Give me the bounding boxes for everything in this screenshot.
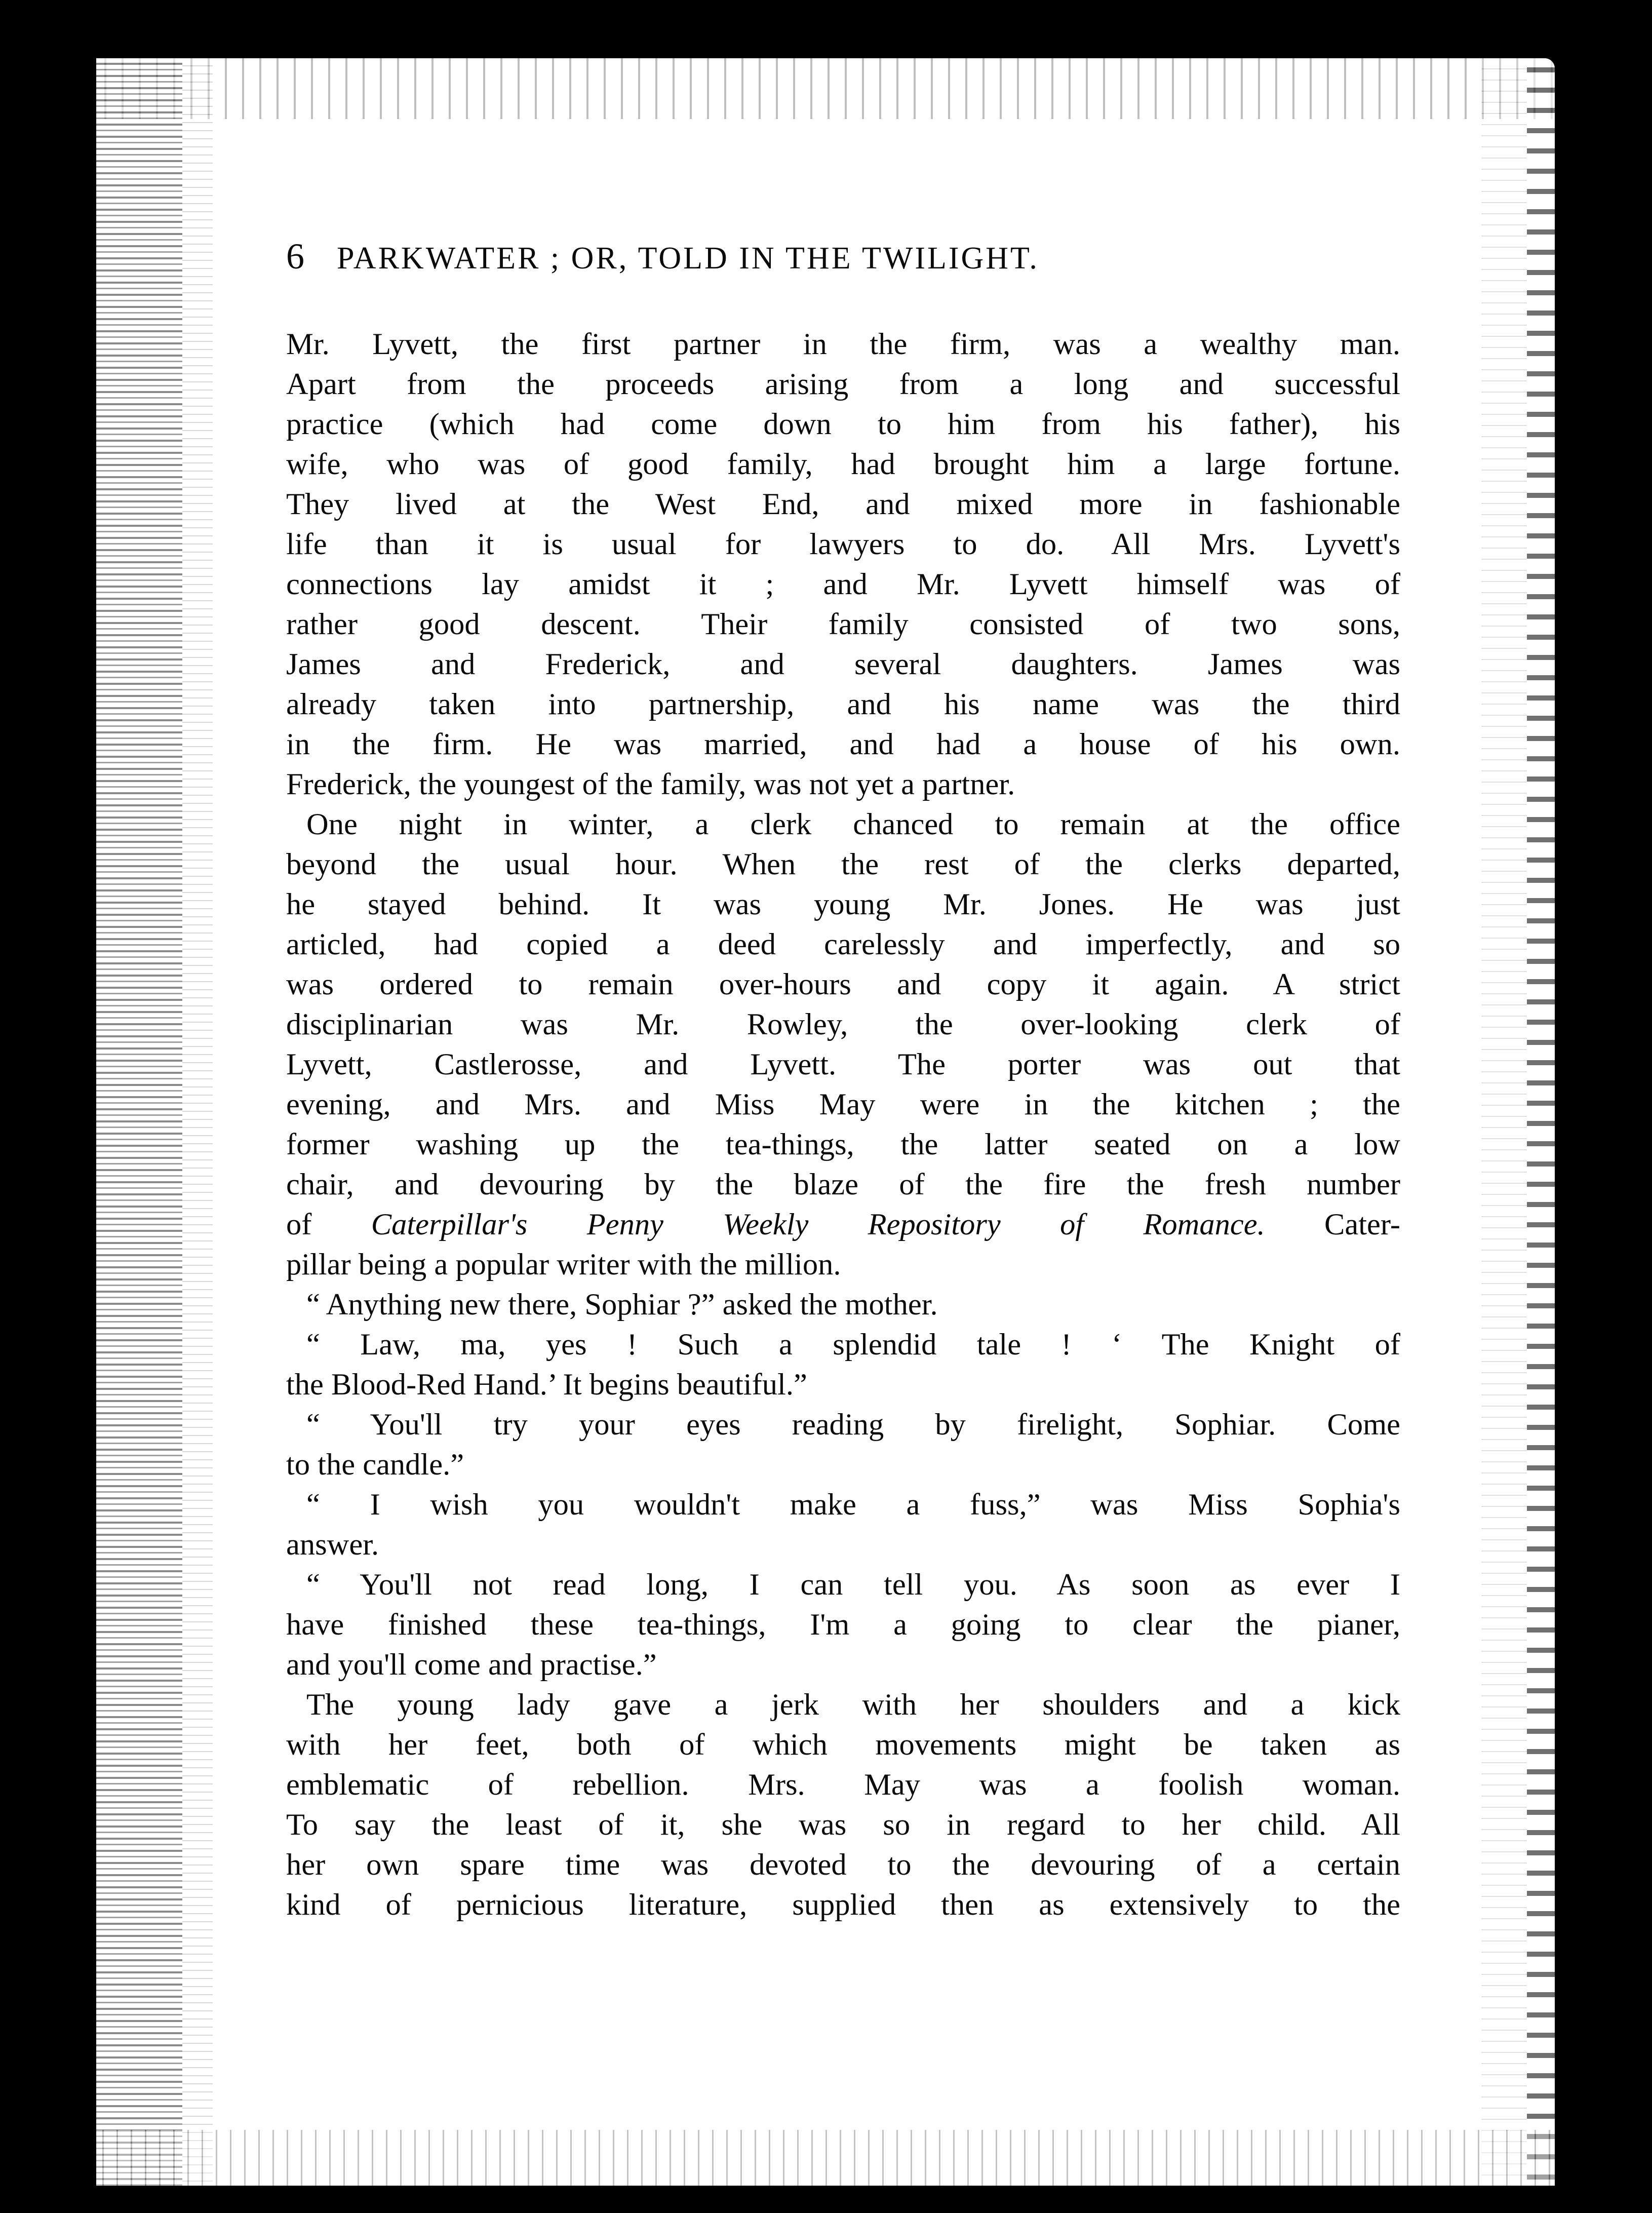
text-line: “ Law, ma, yes ! Such a splendid tale ! ‘ The Knight of [306,1328,1400,1362]
text-line: the Blood-Red Hand.’ It begins beautiful.” [286,1368,807,1402]
text-line: her own spare time was devoted to the devouring of a certain [286,1848,1400,1882]
text-line: beyond the usual hour. When the rest of the clerks departed, [286,847,1400,881]
text-line: kind of pernicious literature, supplied then as extensively to the [286,1888,1400,1922]
text-line: “ I wish you wouldn't make a fuss,” was Miss Sophia's [306,1488,1400,1522]
text-line: They lived at the West End, and mixed more in fashionable [286,487,1400,521]
text-line: rather good descent. Their family consisted of two sons, [286,607,1400,641]
text-line: “ Anything new there, Sophiar ?” asked the mother. [306,1288,938,1322]
text-line: “ You'll not read long, I can tell you. As soon as ever I [306,1568,1400,1602]
page-edge-right-shadow [1481,58,1527,2186]
book-title: PARKWATER ; OR, TOLD IN THE TWILIGHT. [337,241,1039,276]
text-line: articled, had copied a deed carelessly and imperfectly, and so [286,927,1400,961]
text-line: practice (which had come down to him from his father), his [286,407,1400,441]
body-text [286,324,1400,1925]
text-line: wife, who was of good family, had brought him a large fortune. [286,447,1400,481]
text-line: with her feet, both of which movements might be taken as [286,1728,1400,1762]
text-line: evening, and Mrs. and Miss May were in the kitchen ; the [286,1088,1400,1121]
text-line: Lyvett, Castlerosse, and Lyvett. The porter was out that [286,1047,1400,1081]
running-head [286,236,1400,278]
periodical-title: Caterpillar's Penny Weekly Repository of Romance. [371,1208,1265,1241]
text-line: “ You'll try your eyes reading by firelight, Sophiar. Come [306,1408,1400,1442]
text-fragment: of [286,1208,371,1241]
text-line: and you'll come and practise.” [286,1648,657,1682]
text-line: Mr. Lyvett, the first partner in the firm, was a wealthy man. [286,327,1400,361]
text-line: former washing up the tea-things, the latter seated on a low [286,1128,1400,1161]
text-line: was ordered to remain over-hours and copy it again. A strict [286,967,1400,1001]
page-edge-bottom [96,2130,1555,2186]
page-number: 6 [286,236,306,277]
text-line-with-italic [286,1205,1400,1245]
text-line: already taken into partnership, and his name was the third [286,687,1400,721]
text-line: answer. [286,1528,379,1562]
text-line: Apart from the proceeds arising from a long and successful [286,367,1400,401]
text-line: pillar being a popular writer with the million. [286,1248,841,1282]
text-line: life than it is usual for lawyers to do. All Mrs. Lyvett's [286,527,1400,561]
page-edge-left-shadow [182,58,213,2186]
text-line: One night in winter, a clerk chanced to remain at the office [306,807,1400,841]
page-edge-top [96,58,1555,119]
text-line: To say the least of it, she was so in regard to her child. All [286,1808,1400,1842]
text-line: James and Frederick, and several daughters. James was [286,647,1400,681]
text-line: Frederick, the youngest of the family, was not yet a partner. [286,767,1015,801]
page-edge-right [1527,58,1555,2186]
text-line: to the candle.” [286,1448,464,1482]
text-line: in the firm. He was married, and had a house of his own. [286,727,1400,761]
text-line: he stayed behind. It was young Mr. Jones. He was just [286,887,1400,921]
page-edge-left [96,58,182,2186]
text-line: disciplinarian was Mr. Rowley, the over-looking clerk of [286,1007,1400,1041]
text-line: connections lay amidst it ; and Mr. Lyvett himself was of [286,567,1400,601]
text-line: The young lady gave a jerk with her shoulders and a kick [306,1688,1400,1722]
text-line: have finished these tea-things, I'm a going to clear the pianer, [286,1608,1400,1642]
text-fragment: Cater- [1265,1208,1400,1241]
text-line: emblematic of rebellion. Mrs. May was a foolish woman. [286,1768,1400,1802]
text-line: chair, and devouring by the blaze of the fire the fresh number [286,1168,1400,1201]
